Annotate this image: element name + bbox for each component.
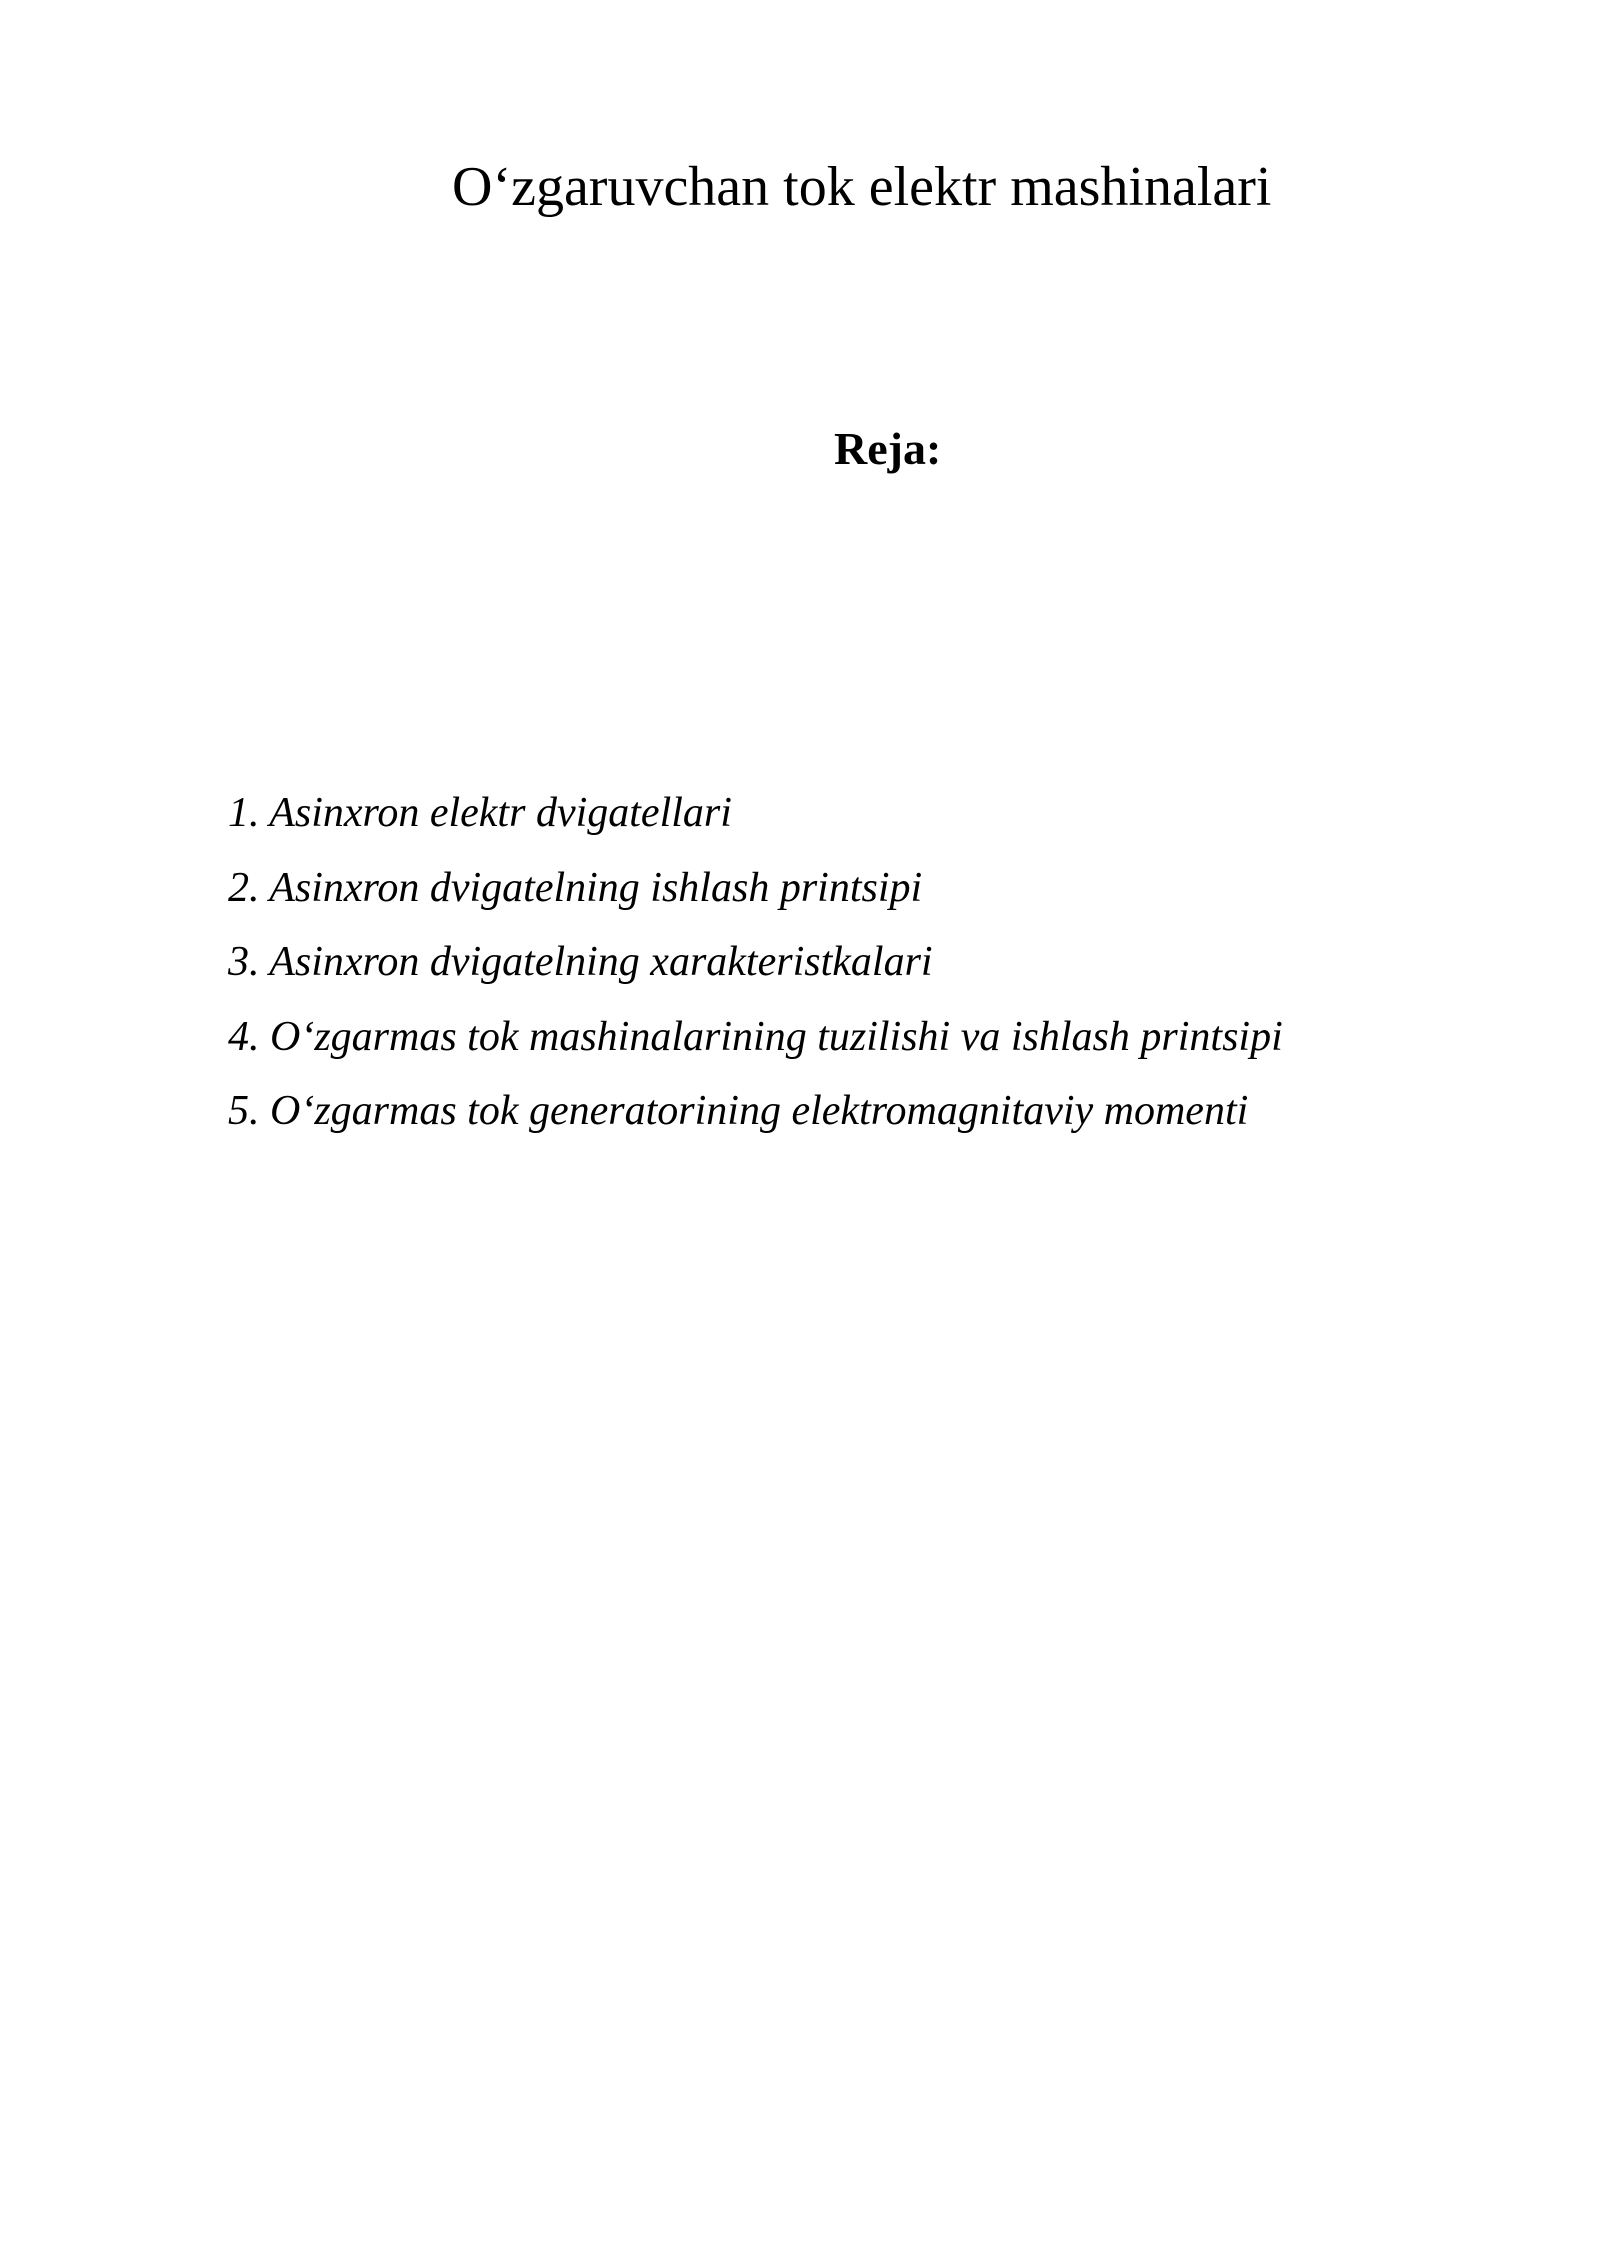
plan-item: 3. Asinxron dvigatelning xarakteristkalari — [228, 939, 933, 985]
document-title: O‘zgaruvchan tok elektr mashinalari — [452, 156, 1272, 218]
plan-heading: Reja: — [834, 423, 942, 474]
plan-list — [228, 776, 1283, 1149]
plan-item: 2. Asinxron dvigatelning ishlash printsipi — [228, 864, 923, 911]
plan-item: 5. O‘zgarmas tok generatorining elektromagnitaviy momenti — [228, 1088, 1249, 1134]
plan-item: 1. Asinxron elektr dvigatellari — [228, 790, 732, 836]
plan-item: 4. O‘zgarmas tok mashinalarining tuzilishi va ishlash printsipi — [228, 1013, 1283, 1060]
